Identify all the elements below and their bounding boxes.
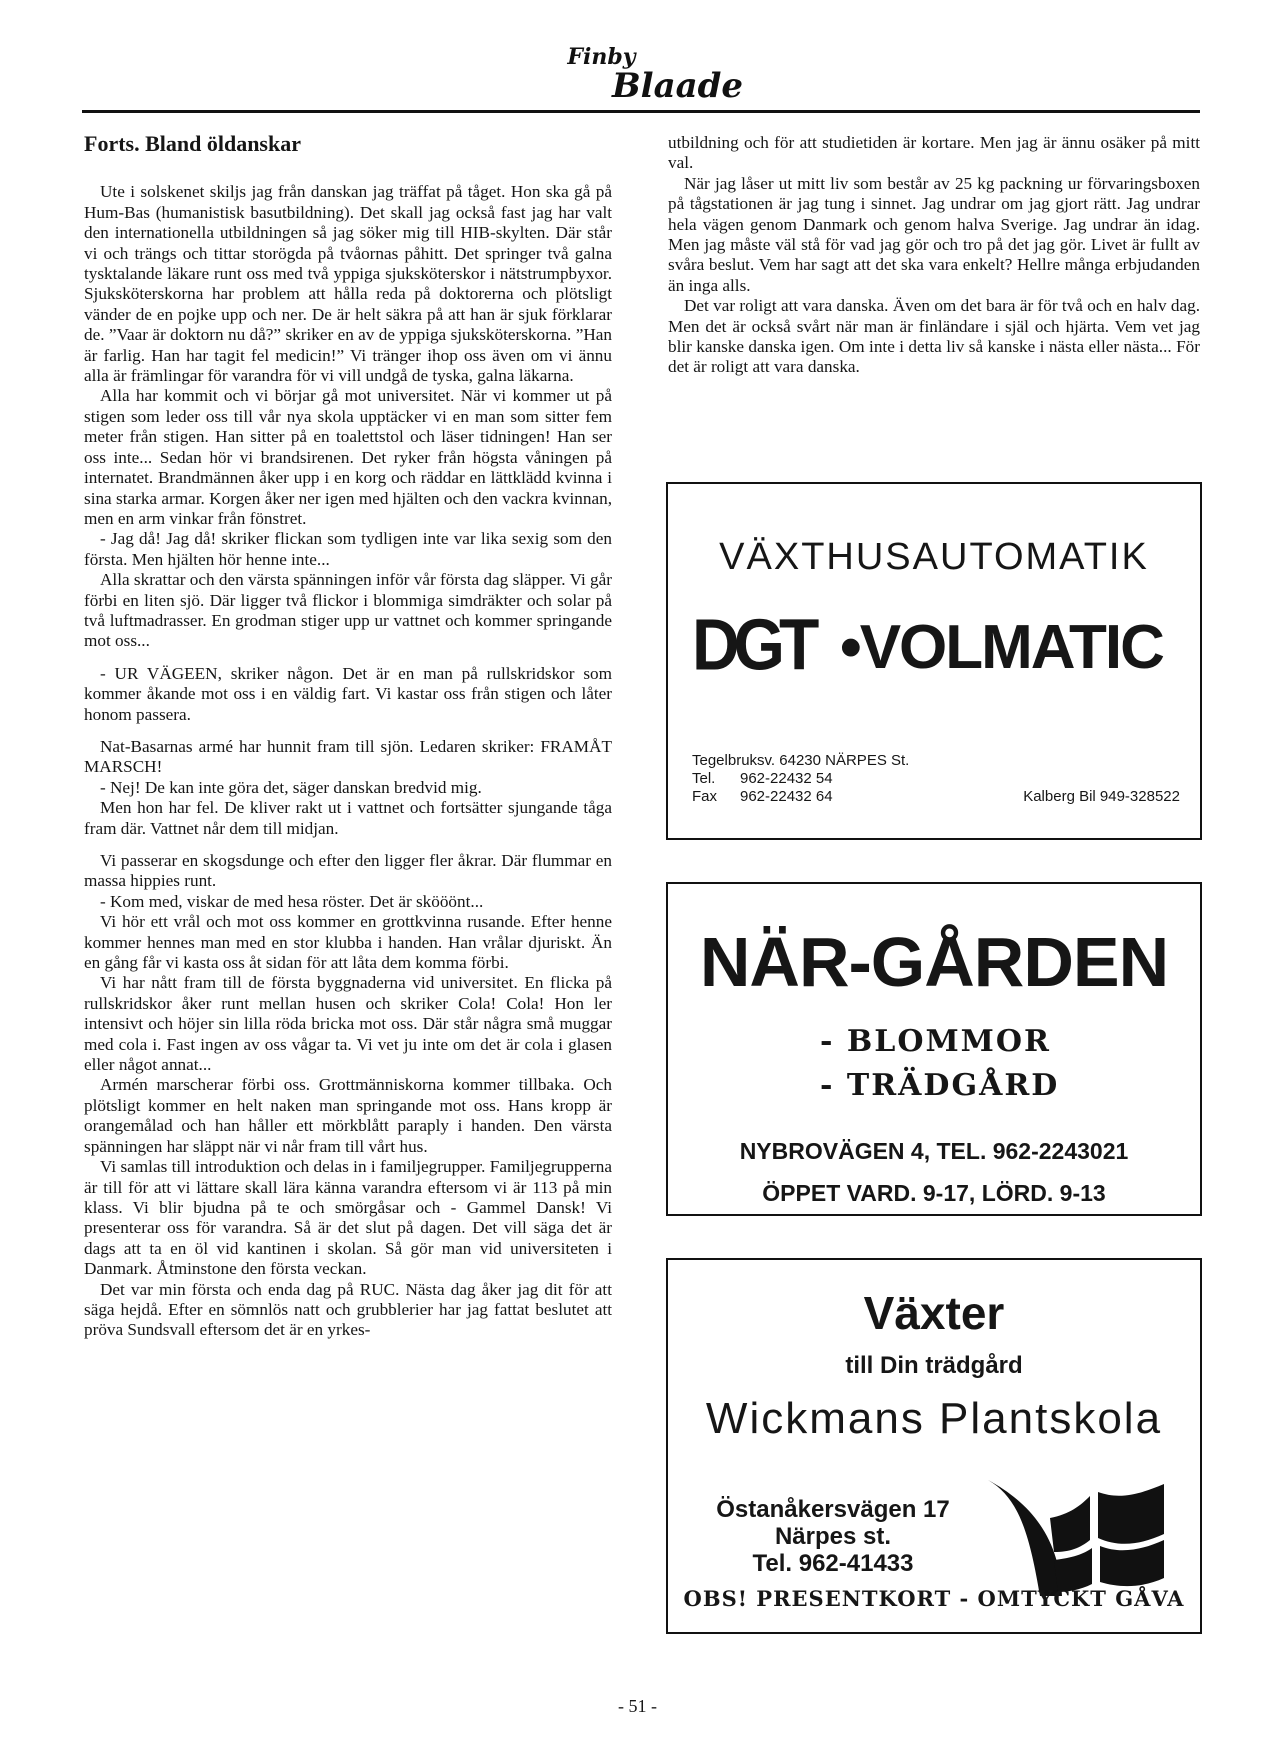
nargarden-line1: - BLOMMOR (820, 1024, 1051, 1059)
masthead-rule (82, 110, 1200, 113)
nargarden-ad (666, 882, 1202, 1216)
paragraph: - Jag då! Jag då! skriker flickan som tydligen inte var lika sexig som den första. Men hjälten hör henne inte... (84, 529, 612, 569)
paragraph: Nat-Basarnas armé har hunnit fram till sjön. Ledaren skriker: FRAMÅT MARSCH! (84, 736, 612, 777)
paragraph: Armén marscherar förbi oss. Grottmänniskorna kommer tillbaka. Och plötsligt kommer en helt naken man springande mot oss. Hans kropp är orangemålad och han håller ett mörkblått paraply i handen. Den värsta spänningen har släppt när vi når fram till vårt hus. (84, 1075, 612, 1156)
paragraph: utbildning och för att studietiden är kortare. Men jag är ännu osäker på mitt val. (668, 133, 1200, 173)
nargarden-address: NYBROVÄGEN 4, TEL. 962-2243021 (739, 1138, 1129, 1164)
page-number: - 51 - (618, 1696, 657, 1716)
paragraph: - Kom med, viskar de med hesa röster. Det är skööönt... (100, 891, 484, 911)
wickmans-ad (666, 1258, 1202, 1634)
paragraph: Vi har nått fram till de första byggnaderna vid universitet. En flicka på rullskridskor åker runt mellan husen och skriker Cola! Cola! Hon ler intensivt och höjer sin lilla röda bricka mot oss. Där står några små muggar med cola i. Fast ingen av oss vågar ta. Vi vet ju inte om det är cola i glasen eller något annat... (84, 973, 612, 1075)
paragraph: Det var roligt att vara danska. Även om det bara är för två och en halv dag. Men det är också svårt när man är finländare i själ och hjärta. Vem vet jag blir kanske danska igen. Om inte i detta liv så kanske i nästa eller nästa... För det är roligt att vara danska. (668, 296, 1200, 377)
paragraph: När jag låser ut mitt liv som består av 25 kg packning ur förvaringsboxen på tågstationen är jag tung i sinnet. Jag undrar om jag gjort rätt. Jag undrar hela vägen genom Danmark och genom halva Sverige. Jag undrar än idag. Men jag måste väl stå för vad jag gör och tro på det jag gör. Livet är fullt av svåra beslut. Vem har sagt att det ska vara enkelt? Hellre många erbjudanden än inga alls. (668, 173, 1200, 295)
masthead-line1: Finby (567, 44, 636, 70)
volmatic-logo (692, 603, 1192, 685)
tel-label: Tel. (692, 770, 716, 787)
paragraph: Det var min första och enda dag på RUC. Nästa dag åker jag dit för att säga hejdå. Efter en sömnlös natt och grubblerier har jag fattat beslutet att pröva Sundsvall eftersom det är en yrkes- (84, 1279, 612, 1340)
volmatic-logo-text: •VOLMATIC (840, 613, 1163, 682)
paragraph: - Nej! De kan inte göra det, säger danskan bredvid mig. (100, 777, 482, 797)
wickmans-street: Östanåkersvägen 17 (716, 1496, 950, 1523)
paragraph: Vi hör ett vrål och mot oss kommer en grottkvinna rusande. Efter henne kommer hennes man med en stor klubba i handen. Han vrålar djuriskt. Än en gång får vi kasta oss åt sidan för att låta dem komma förbi. (84, 912, 612, 973)
volmatic-headline: VÄXTHUSAUTOMATIK (719, 536, 1149, 578)
paragraph: Ute i solskenet skiljs jag från danskan jag träffat på tåget. Hon ska gå på Hum-Bas (humanistisk basutbildning). Det skall jag också fast jag har valt den internationella utbildningen så jag söker mig till HIB-skylten. Där står vi och trängs och tittar storögda på tvåornas påhitt. Det springer två galna tysktalande läkare runt oss med två yppiga sjuksköterskor i nätstrumpbyxor. Sjuksköterskorna har problem att hålla reda på doktorerna och plötsligt vänder de en pojke upp och ner. De är helt säkra på att han är sjuk förklarar de. ”Vaar är doktorn nu då?” skriker en av de yppiga sjuksköterskorna. ”Han är farlig. Han har tagit fel medicin!” Vi tränger ihop oss även om vi ännu alla är främlingar för varandra för vi vill undgå de tyska, galna läkarna. (84, 182, 612, 386)
nargarden-line2: - TRÄDGÅRD (820, 1068, 1060, 1103)
volmatic-contact (692, 752, 909, 806)
article-left-column (84, 131, 612, 1341)
paragraph: Men hon har fel. De kliver rakt ut i vattnet och fortsätter sjungande tåga fram där. Vattnet når dem till midjan. (84, 798, 612, 838)
nargarden-name: NÄR-GÅRDEN (699, 923, 1169, 1001)
volmatic-address: Tegelbruksv. 64230 NÄRPES St. (692, 752, 910, 769)
volmatic-fax: 962-22432 64 (740, 788, 833, 805)
paragraph: Alla har kommit och vi börjar gå mot universitet. När vi kommer ut på stigen som leder oss till vår nya skola upptäcker vi en man som sitter fem meter från stigen. Han sitter på en toalettstol och läser tidningen! Han ser oss inte... Sedan hör vi brandsirenen. Det ryker från högsta våningen på internatet. Brandmännen åker upp i en korg och räddar en lättklädd kvinna i sina starka armar. Korgen åker ner igen med hjälten och den vackra kvinnan, men en arm vinkar från fönstret. (84, 386, 612, 528)
nargarden-hours: ÖPPET VARD. 9-17, LÖRD. 9-13 (762, 1180, 1106, 1206)
paragraph: Vi samlas till introduktion och delas in i familjegrupper. Familjegrupperna är till för att vi lättare skall lära känna varandra eftersom vi är 113 på min klass. Vi blir bjudna på te och smörgåsar och - Gammel Dansk! Vi presenterar oss för varandra. Så är det slut på dagen. Det vill säga det är dags att ta en öl vid kantinen i skolan. Så gör man vid universiteten i Danmark. Åtminstone den första veckan. (84, 1157, 612, 1279)
volmatic-extra: Kalberg Bil 949-328522 (1023, 788, 1180, 805)
article-title: Forts. Bland öldanskar (84, 131, 301, 156)
article-right-column (668, 133, 1200, 378)
wickmans-sub: till Din trädgård (845, 1352, 1023, 1379)
finnish-flag-leaf-icon (980, 1478, 1170, 1598)
paragraph: Vi passerar en skogsdunge och efter den ligger fler åkrar. Där flummar en massa hippies runt. (84, 851, 612, 891)
dgt-logo-mark: DGT (692, 603, 814, 685)
wickmans-tel: Tel. 962-41433 (752, 1550, 914, 1577)
paragraph: Alla skrattar och den värsta spänningen inför vår första dag släpper. Vi går förbi en liten sjö. Där ligger två flickor i blommiga simdräkter och solar på två luftmadrasser. En grodman stiger upp ur vattnet och kommer springande mot oss... (84, 570, 612, 651)
wickmans-contact (688, 1496, 978, 1577)
fax-label: Fax (692, 788, 718, 805)
wickmans-headline: Växter (863, 1287, 1005, 1339)
masthead-line2: Blaade (611, 66, 744, 106)
wickmans-name: Wickmans Plantskola (705, 1394, 1163, 1443)
volmatic-tel: 962-22432 54 (740, 770, 833, 787)
volmatic-ad (666, 482, 1202, 840)
wickmans-footer: OBS! PRESENTKORT - OMTYCKT GÅVA (683, 1586, 1185, 1611)
paragraph: - UR VÄGEEN, skriker någon. Det är en man på rullskridskor som kommer åkande mot oss i en väldig fart. Vi kastar oss från stigen och låter honom passera. (84, 663, 612, 724)
wickmans-city: Närpes st. (774, 1523, 892, 1550)
